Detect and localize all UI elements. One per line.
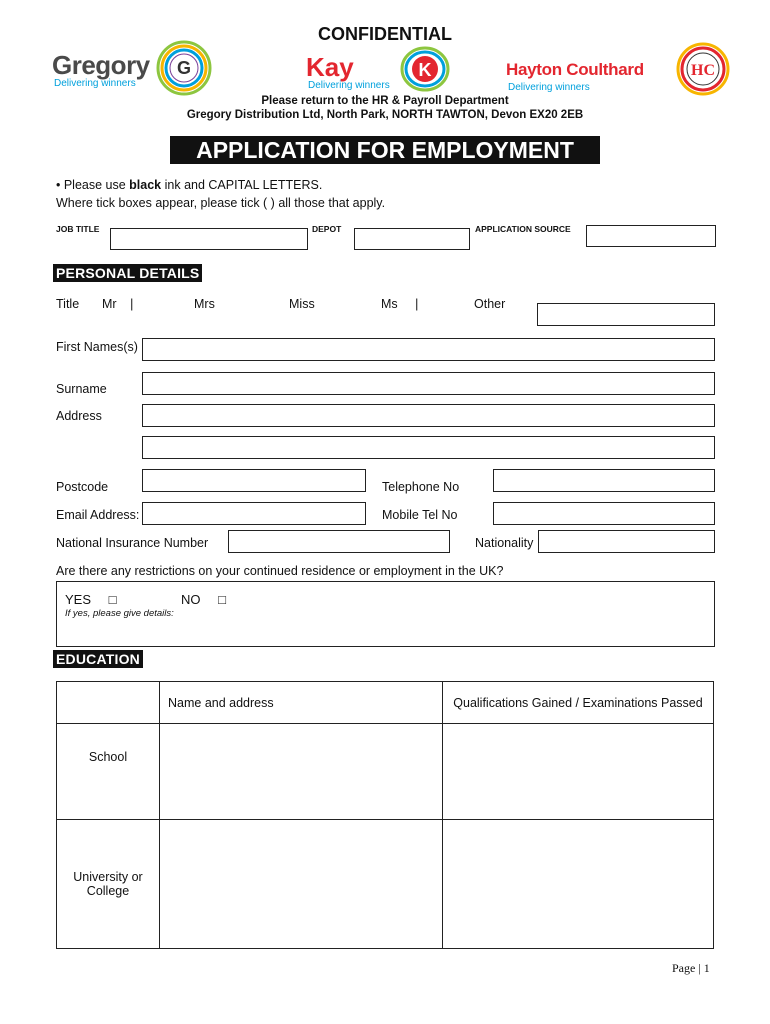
kay-logo-name: Kay <box>306 52 354 82</box>
page-number: Page | 1 <box>672 961 710 975</box>
university-qualifications-cell[interactable] <box>443 820 714 949</box>
restrictions-yes-checkbox[interactable]: □ <box>108 592 117 607</box>
school-qualifications-cell[interactable] <box>443 724 714 820</box>
title-option-miss[interactable]: Miss <box>289 297 315 311</box>
restrictions-no-label: NO <box>181 592 201 607</box>
restrictions-yes[interactable] <box>65 592 117 607</box>
restrictions-no-checkbox[interactable]: □ <box>218 592 226 607</box>
school-name-address-cell[interactable] <box>160 724 443 820</box>
education-row-university-label: University or College <box>57 820 160 949</box>
depot-label: DEPOT <box>312 224 342 234</box>
instruction-line-2: Where tick boxes appear, please tick ( ) all those that apply. <box>56 196 386 210</box>
kay-logo <box>304 44 460 94</box>
nationality-field[interactable] <box>538 530 715 553</box>
depot-field[interactable] <box>354 228 470 250</box>
restrictions-yes-label: YES <box>65 592 92 607</box>
job-title-label: JOB TITLE <box>56 224 100 234</box>
address-field-line-2[interactable] <box>142 436 715 459</box>
title-mr-tick[interactable]: | <box>130 297 134 311</box>
title-option-mr-label: Mr <box>102 297 117 311</box>
university-name-address-cell[interactable] <box>160 820 443 949</box>
kay-roundel-icon <box>400 46 450 92</box>
education-row-university <box>57 820 714 949</box>
title-option-other[interactable]: Other <box>474 297 506 311</box>
education-row-school <box>57 724 714 820</box>
education-col-quals: Qualifications Gained / Examinations Passed <box>443 682 714 724</box>
education-header-row <box>57 682 714 724</box>
title-option-mrs[interactable]: Mrs <box>194 297 215 311</box>
telephone-field[interactable] <box>493 469 715 492</box>
application-source-field[interactable] <box>586 225 716 247</box>
restrictions-no[interactable] <box>181 592 226 607</box>
restrictions-if-yes-note: If yes, please give details: <box>65 608 174 619</box>
job-title-field[interactable] <box>110 228 308 250</box>
svg-text:K: K <box>418 60 432 80</box>
address-label: Address <box>56 409 102 423</box>
page-title: APPLICATION FOR EMPLOYMENT <box>170 136 600 164</box>
svg-text:HC: HC <box>691 62 715 79</box>
personal-details-heading: PERSONAL DETAILS <box>53 264 202 282</box>
education-corner-cell <box>57 682 160 724</box>
postcode-field[interactable] <box>142 469 366 492</box>
gregory-logo-tagline: Delivering winners <box>54 78 136 89</box>
ni-number-label: National Insurance Number <box>56 536 209 550</box>
title-other-field[interactable] <box>537 303 715 326</box>
hayton-roundel-icon <box>676 42 730 96</box>
email-label: Email Address: <box>56 508 140 522</box>
instruction-suffix: ink and CAPITAL LETTERS. <box>161 178 323 192</box>
mobile-label: Mobile Tel No <box>382 508 458 522</box>
title-option-ms-label: Ms <box>381 297 398 311</box>
gregory-logo-name: Gregory <box>52 50 150 80</box>
education-table <box>56 681 714 949</box>
instruction-bold: black <box>129 178 162 192</box>
application-source-label: APPLICATION SOURCE <box>475 224 571 234</box>
gregory-logo <box>50 38 220 98</box>
surname-label: Surname <box>56 382 107 396</box>
restrictions-question: Are there any restrictions on your continued residence or employment in the UK? <box>56 564 504 578</box>
title-label: Title <box>56 297 80 311</box>
hayton-coulthard-logo <box>506 42 732 96</box>
hayton-logo-tagline: Delivering winners <box>508 82 590 93</box>
nationality-label: Nationality <box>475 536 534 550</box>
ni-number-field[interactable] <box>228 530 450 553</box>
address-field-line-1[interactable] <box>142 404 715 427</box>
title-ms-tick[interactable]: | <box>415 297 419 311</box>
title-option-mr[interactable] <box>102 297 133 311</box>
education-row-school-label: School <box>57 724 160 820</box>
return-instructions: Please return to the HR & Payroll Department <box>261 95 509 107</box>
title-option-ms[interactable] <box>381 297 418 311</box>
gregory-roundel-icon <box>156 40 212 96</box>
education-col-name: Name and address <box>160 682 443 724</box>
instruction-prefix: • Please use <box>56 178 130 192</box>
company-address: Gregory Distribution Ltd, North Park, NORTH TAWTON, Devon EX20 2EB <box>186 109 584 121</box>
confidential-label: CONFIDENTIAL <box>318 24 452 44</box>
postcode-label: Postcode <box>56 480 109 494</box>
telephone-label: Telephone No <box>382 480 460 494</box>
first-names-field[interactable] <box>142 338 715 361</box>
mobile-field[interactable] <box>493 502 715 525</box>
hayton-logo-name: Hayton Coulthard <box>506 60 644 79</box>
svg-text:G: G <box>176 58 192 78</box>
first-names-label: First Names(s) <box>56 340 138 354</box>
email-field[interactable] <box>142 502 366 525</box>
education-heading: EDUCATION <box>53 650 143 668</box>
kay-logo-tagline: Delivering winners <box>308 80 390 91</box>
restrictions-details-box[interactable] <box>56 581 715 647</box>
instruction-line-1 <box>56 178 322 192</box>
surname-field[interactable] <box>142 372 715 395</box>
